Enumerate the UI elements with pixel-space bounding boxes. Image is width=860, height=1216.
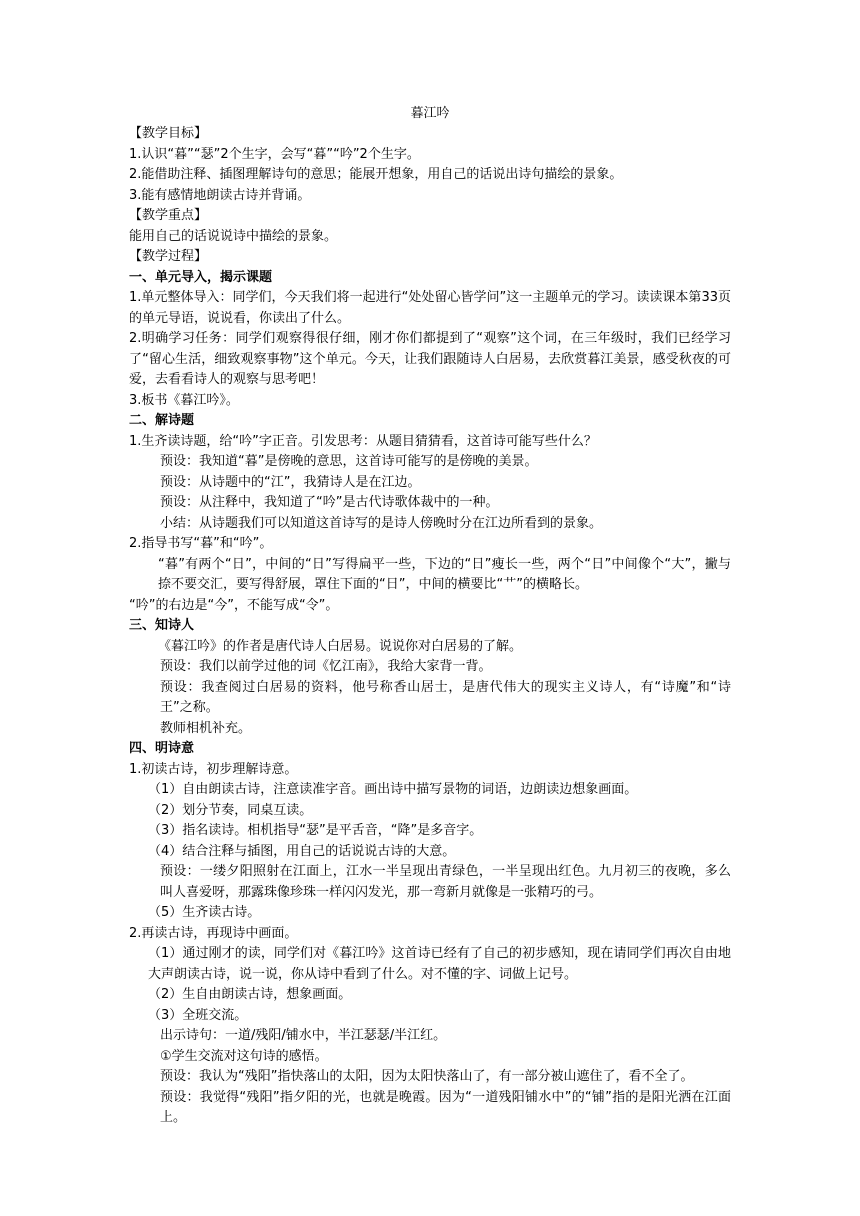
- paragraph: （3）指名读诗。相机指导“瑟”是平舌音，“降”是多音字。: [148, 823, 483, 838]
- paragraph: 3.能有感情地朗读古诗并背诵。: [129, 187, 311, 203]
- paragraph: （4）结合注释与插图，用自己的话说说古诗的大意。: [148, 843, 456, 859]
- section-heading: 四、明诗意: [129, 741, 195, 756]
- paragraph: 【教学目标】: [129, 126, 208, 141]
- paragraph: 预设：我查阅过白居易的资料，他号称香山居士，是唐代伟大的现实主义诗人，有“诗魔”和“诗王”之称。: [160, 679, 731, 715]
- document-title: 暮江吟: [410, 106, 450, 121]
- document-page: [129, 104, 731, 1129]
- paragraph: 预设：我们以前学过他的词《忆江南》，我给大家背一背。: [160, 659, 492, 674]
- paragraph: （1）自由朗读古诗，注意读准字音。画出诗中描写景物的词语，边朗读边想象画面。: [148, 782, 638, 797]
- paragraph: （1）通过刚才的读，同学们对《暮江吟》这首诗已经有了自己的初步感知，现在请同学们再次自由地大声朗读古诗，说一说，你从诗中看到了什么。对不懂的字、词做上记号。: [148, 946, 731, 982]
- paragraph: 小结：从诗题我们可以知道这首诗写的是诗人傍晚时分在江边所看到的景象。: [160, 515, 603, 531]
- paragraph: 1.单元整体导入：同学们，今天我们将一起进行“处处留心皆学问”这一主题单元的学习。读读课本第33页的单元导语，说说看，你读出了什么。: [129, 290, 731, 326]
- paragraph: （2）划分节奏，同桌互读。: [148, 802, 313, 818]
- paragraph: “吟”的右边是“今”，不能写成“令”。: [129, 597, 339, 613]
- paragraph: 2.指导书写“暮”和“吟”。: [129, 536, 273, 551]
- paragraph: 预设：一缕夕阳照射在江面上，江水一半呈现出青绿色，一半呈现出红色。九月初三的夜晚，多么叫人喜爱呀，那露珠像珍珠一样闪闪发光，那一弯新月就像是一张精巧的弓。: [160, 864, 731, 900]
- paragraph: 1.生齐读诗题，给“吟”字正音。引发思考：从题目猜猜看，这首诗可能写些什么？: [129, 433, 597, 449]
- paragraph: “暮”有两个“日”，中间的“日”写得扁平一些，下边的“日”瘦长一些，两个“日”中间像个“大”，撇与捺不要交汇，要写得舒展，罩住下面的“日”，中间的横要比“艹”的横略长。: [158, 556, 731, 592]
- paragraph: ①学生交流对这句诗的感悟。: [160, 1048, 328, 1064]
- paragraph: 2.再读古诗，再现诗中画面。: [129, 925, 298, 941]
- paragraph: 预设：我认为“残阳”指快落山的太阳，因为太阳快落山了，有一部分被山遮住了，看不全了。: [160, 1069, 694, 1084]
- paragraph: 2.能借助注释、插图理解诗句的意思；能展开想象，用自己的话说出诗句描绘的景象。: [129, 167, 623, 182]
- section-heading: 二、解诗题: [129, 413, 195, 428]
- paragraph: 预设：从诗题中的“江”，我猜诗人是在江边。: [160, 474, 421, 490]
- section-heading: 三、知诗人: [129, 618, 195, 633]
- paragraph: （3）全班交流。: [148, 1007, 248, 1023]
- paragraph: （5）生齐读古诗。: [148, 905, 261, 920]
- paragraph: 预设：我觉得“残阳”指夕阳的光，也就是晚霞。因为“一道残阳铺水中”的“铺”指的是阳光洒在江面上。: [160, 1089, 731, 1125]
- paragraph: 【教学重点】: [129, 208, 208, 223]
- paragraph: 预设：从注释中，我知道了“吟”是古代诗歌体裁中的一种。: [160, 495, 499, 510]
- section-heading: 一、单元导入，揭示课题: [129, 269, 273, 285]
- paragraph: 《暮江吟》的作者是唐代诗人白居易。说说你对白居易的了解。: [158, 638, 523, 654]
- document-body: [129, 124, 731, 1129]
- paragraph: 1.初读古诗，初步理解诗意。: [129, 761, 298, 777]
- paragraph: 2.明确学习任务：同学们观察得很仔细，刚才你们都提到了“观察”这个词，在三年级时，我们已经学习了“留心生活，细致观察事物”这个单元。今天，让我们跟随诗人白居易，去欣赏暮江美景，感受秋夜的可爱，去看看诗人的观察与思考吧！: [129, 331, 731, 387]
- paragraph: （2）生自由朗读古诗，想象画面。: [148, 987, 352, 1002]
- paragraph: 出示诗句：一道/残阳/铺水中，半江瑟瑟/半江红。: [160, 1028, 447, 1043]
- paragraph: 【教学过程】: [129, 249, 208, 264]
- paragraph: 3.板书《暮江吟》。: [129, 392, 239, 408]
- paragraph: 预设：我知道“暮”是傍晚的意思，这首诗可能写的是傍晚的美景。: [160, 454, 538, 469]
- paragraph: 能用自己的话说说诗中描绘的景象。: [129, 228, 338, 244]
- paragraph: 1.认识“暮”“瑟”2个生字，会写“暮”“吟”2个生字。: [129, 146, 420, 162]
- paragraph: 教师相机补充。: [160, 720, 252, 736]
